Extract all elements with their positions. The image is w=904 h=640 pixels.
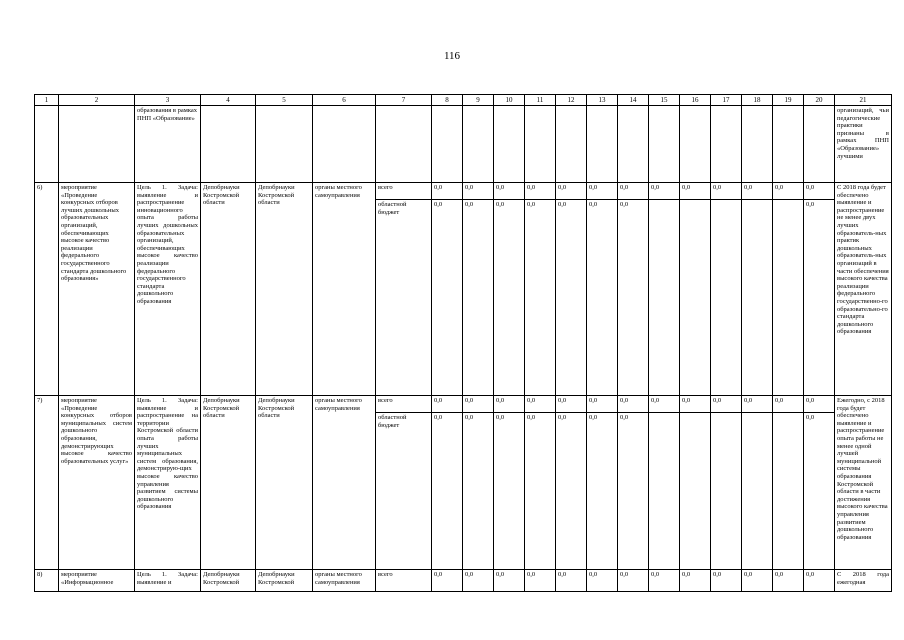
goal-cell: Цель 1. Задача: выявление и распространение на территории Костромской области опыта работы лучших муниципальных систем образования, демонстрирую-щих высокое качество управления развитием системы дошкольного образования xyxy=(135,396,201,570)
participant-cell: органы местного самоуправления xyxy=(313,570,376,592)
executor-cell: Депобрнауки Костромской xyxy=(201,570,256,592)
value-cell: 0,0 xyxy=(432,413,463,570)
value-cell: 0,0 xyxy=(649,570,680,592)
result-cell: С 2018 года будет обеспечено выявление и распространение не менее двух лучших образователь-ных практик дошкольных образователь-ных организаций в части обеспечения высокого качества реализации федерального государственно-го образовательно-го стандарта дошкольного образования xyxy=(835,183,892,396)
funding-source: всего xyxy=(376,396,432,413)
col-header: 8 xyxy=(432,95,463,106)
value-cell xyxy=(711,413,742,570)
value-cell: 0,0 xyxy=(432,570,463,592)
executor-cell: Депобрнауки Костромской области xyxy=(201,396,256,570)
value-cell: 0,0 xyxy=(618,200,649,396)
value-cell: 0,0 xyxy=(804,200,835,396)
col-header: 6 xyxy=(313,95,376,106)
value-cell: 0,0 xyxy=(556,570,587,592)
col-header: 13 xyxy=(587,95,618,106)
value-cell xyxy=(742,200,773,396)
col-header: 5 xyxy=(256,95,313,106)
executor-cell: Депобрнауки Костромской области xyxy=(201,183,256,396)
value-cell: 0,0 xyxy=(463,396,494,413)
goal-cell: Цель 1. Задача: выявление и распространение инновационного опыта работы лучших дошкольных образовательных организаций, обеспечивающих высокое качество реализации федерального государственного стандарта дошкольного образования xyxy=(135,183,201,396)
value-cell: 0,0 xyxy=(711,396,742,413)
funding-source: областной бюджет xyxy=(376,200,432,396)
value-cell: 0,0 xyxy=(556,413,587,570)
value-cell: 0,0 xyxy=(649,396,680,413)
value-cell: 0,0 xyxy=(587,413,618,570)
activity-name: мероприятие «Проведение конкурсных отборов лучших дошкольных образовательных организаций, обеспечивающих высокое качество реализации федерального государственного стандарта дошкольного образования» xyxy=(59,183,135,396)
value-cell: 0,0 xyxy=(618,183,649,200)
value-cell xyxy=(649,413,680,570)
table-row xyxy=(35,183,892,200)
value-cell: 0,0 xyxy=(804,183,835,200)
value-cell: 0,0 xyxy=(680,183,711,200)
col-header: 7 xyxy=(376,95,432,106)
value-cell: 0,0 xyxy=(587,183,618,200)
goal-cell: образования в рамках ПНП «Образование» xyxy=(135,106,201,183)
column-number-row xyxy=(35,95,892,106)
value-cell: 0,0 xyxy=(494,396,525,413)
value-cell: 0,0 xyxy=(525,183,556,200)
result-cell: С 2018 года ежегодная xyxy=(835,570,892,592)
value-cell: 0,0 xyxy=(463,183,494,200)
col-header: 4 xyxy=(201,95,256,106)
value-cell: 0,0 xyxy=(556,183,587,200)
value-cell: 0,0 xyxy=(525,570,556,592)
value-cell: 0,0 xyxy=(618,413,649,570)
value-cell: 0,0 xyxy=(556,200,587,396)
activity-name: мероприятие «Проведение конкурсных отборов муниципальных систем дошкольного образования, демонстрирующих высокое качество образовательных услуг» xyxy=(59,396,135,570)
value-cell: 0,0 xyxy=(525,413,556,570)
value-cell: 0,0 xyxy=(742,396,773,413)
row-number: 6) xyxy=(35,183,59,396)
value-cell: 0,0 xyxy=(525,200,556,396)
value-cell: 0,0 xyxy=(494,413,525,570)
value-cell: 0,0 xyxy=(432,183,463,200)
value-cell: 0,0 xyxy=(463,570,494,592)
coexecutor-cell: Депобрнауки Костромской области xyxy=(256,396,313,570)
col-header: 15 xyxy=(649,95,680,106)
continuation-row xyxy=(35,106,892,183)
table-row xyxy=(35,570,892,592)
value-cell: 0,0 xyxy=(711,183,742,200)
participant-cell: органы местного самоуправления xyxy=(313,183,376,396)
value-cell: 0,0 xyxy=(525,396,556,413)
value-cell xyxy=(773,200,804,396)
row-number: 7) xyxy=(35,396,59,570)
col-header: 1 xyxy=(35,95,59,106)
goal-cell: Цель 1. Задача: выявление и xyxy=(135,570,201,592)
value-cell: 0,0 xyxy=(804,413,835,570)
value-cell: 0,0 xyxy=(742,570,773,592)
value-cell: 0,0 xyxy=(463,413,494,570)
funding-source: всего xyxy=(376,570,432,592)
result-cell: Ежегодно, с 2018 года будет обеспечено выявление и распространение опыта работы не менее одной лучшей муниципальной системы образования Костромской области в части достижения высокого качества управления развитием дошкольного образования xyxy=(835,396,892,570)
value-cell: 0,0 xyxy=(432,200,463,396)
row-number: 8) xyxy=(35,570,59,592)
value-cell: 0,0 xyxy=(649,183,680,200)
col-header: 9 xyxy=(463,95,494,106)
activity-name: мероприятие «Информационное xyxy=(59,570,135,592)
table-row xyxy=(35,396,892,413)
value-cell: 0,0 xyxy=(773,570,804,592)
coexecutor-cell: Депобрнауки Костромской xyxy=(256,570,313,592)
value-cell: 0,0 xyxy=(494,570,525,592)
funding-source: областной бюджет xyxy=(376,413,432,570)
value-cell: 0,0 xyxy=(680,396,711,413)
value-cell: 0,0 xyxy=(742,183,773,200)
value-cell: 0,0 xyxy=(618,570,649,592)
col-header: 11 xyxy=(525,95,556,106)
value-cell: 0,0 xyxy=(494,183,525,200)
value-cell xyxy=(680,200,711,396)
col-header: 18 xyxy=(742,95,773,106)
col-header: 17 xyxy=(711,95,742,106)
value-cell: 0,0 xyxy=(587,570,618,592)
col-header: 20 xyxy=(804,95,835,106)
coexecutor-cell: Депобрнауки Костромской области xyxy=(256,183,313,396)
result-cell: организаций, чьи педагогические практики признаны в рамках ПНП «Образование» лучшими xyxy=(835,106,892,183)
participant-cell: органы местного самоуправления xyxy=(313,396,376,570)
col-header: 21 xyxy=(835,95,892,106)
value-cell: 0,0 xyxy=(463,200,494,396)
value-cell xyxy=(649,200,680,396)
value-cell: 0,0 xyxy=(587,200,618,396)
page-number: 116 xyxy=(443,50,461,62)
funding-source: всего xyxy=(376,183,432,200)
value-cell xyxy=(680,413,711,570)
col-header: 16 xyxy=(680,95,711,106)
value-cell: 0,0 xyxy=(618,396,649,413)
col-header: 19 xyxy=(773,95,804,106)
value-cell: 0,0 xyxy=(804,570,835,592)
col-header: 12 xyxy=(556,95,587,106)
value-cell: 0,0 xyxy=(773,183,804,200)
col-header: 14 xyxy=(618,95,649,106)
program-table xyxy=(34,94,892,592)
value-cell: 0,0 xyxy=(804,396,835,413)
value-cell xyxy=(773,413,804,570)
value-cell xyxy=(742,413,773,570)
value-cell: 0,0 xyxy=(432,396,463,413)
value-cell: 0,0 xyxy=(773,396,804,413)
col-header: 2 xyxy=(59,95,135,106)
value-cell: 0,0 xyxy=(680,570,711,592)
value-cell: 0,0 xyxy=(556,396,587,413)
value-cell: 0,0 xyxy=(711,570,742,592)
value-cell: 0,0 xyxy=(494,200,525,396)
col-header: 10 xyxy=(494,95,525,106)
value-cell: 0,0 xyxy=(587,396,618,413)
col-header: 3 xyxy=(135,95,201,106)
value-cell xyxy=(711,200,742,396)
